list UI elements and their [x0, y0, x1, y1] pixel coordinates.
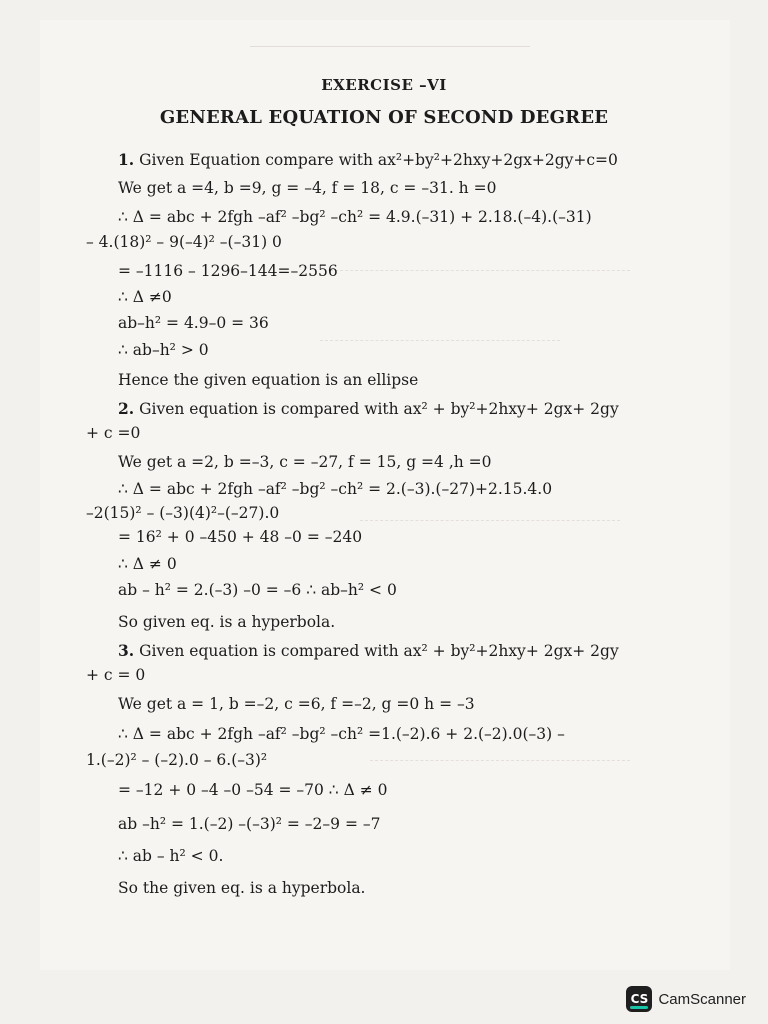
exercise-heading: EXERCISE –VI	[321, 76, 447, 94]
problem-2-line-5: –2(15)² – (–3)(4)²–(–27).0	[86, 504, 280, 522]
bleed-through-mark	[320, 340, 560, 342]
bleed-through-mark	[330, 270, 630, 272]
problem-1-line-1: 1. Given Equation compare with ax²+by²+2hxy+2gx+2gy+c=0	[118, 150, 618, 169]
camscanner-logo-icon: CS	[626, 986, 652, 1012]
bleed-through-mark	[360, 520, 620, 522]
problem-2-line-6: = 16² + 0 –450 + 48 –0 = –240	[118, 528, 363, 546]
problem-3-line-8: ∴ ab – h² < 0.	[118, 847, 224, 865]
problem-2-line-2: + c =0	[86, 424, 141, 442]
problem-3-line-3: We get a = 1, b =–2, c =6, f =–2, g =0 h = –3	[118, 695, 475, 713]
page-title: GENERAL EQUATION OF SECOND DEGREE	[159, 107, 609, 128]
problem-2-line-8: ab – h² = 2.(–3) –0 = –6 ∴ ab–h² < 0	[118, 581, 397, 599]
problem-2-line-3: We get a =2, b =–3, c = –27, f = 15, g =4 ,h =0	[118, 453, 492, 471]
problem-3-line-4: ∴ Δ = abc + 2fgh –af² –bg² –ch² =1.(–2).6 + 2.(–2).0(–3) –	[118, 725, 565, 743]
problem-3-line-2: + c = 0	[86, 666, 146, 684]
problem-1-line-9: Hence the given equation is an ellipse	[118, 371, 419, 389]
problem-3-line-5: 1.(–2)² – (–2).0 – 6.(–3)²	[86, 751, 268, 769]
problem-2-line-1: 2. Given equation is compared with ax² + by²+2hxy+ 2gx+ 2gy	[118, 399, 619, 418]
bleed-through-mark	[250, 46, 530, 57]
camscanner-brand-text: CamScanner	[658, 990, 746, 1008]
problem-1-line-5: = –1116 – 1296–144=–2556	[118, 262, 338, 280]
bleed-through-mark	[370, 760, 630, 762]
problem-number: 3.	[118, 641, 135, 660]
problem-3-line-7: ab –h² = 1.(–2) –(–3)² = –2–9 = –7	[118, 815, 381, 833]
problem-1-line-7: ab–h² = 4.9–0 = 36	[118, 314, 269, 332]
camscanner-watermark	[626, 986, 746, 1012]
problem-2-line-4: ∴ Δ = abc + 2fgh –af² –bg² –ch² = 2.(–3).(–27)+2.15.4.0	[118, 480, 553, 498]
problem-3-line-6: = –12 + 0 –4 –0 –54 = –70 ∴ Δ ≠ 0	[118, 781, 388, 799]
problem-2-line-9: So given eq. is a hyperbola.	[118, 613, 336, 631]
problem-1-line-2: We get a =4, b =9, g = –4, f = 18, c = –31. h =0	[118, 179, 497, 197]
problem-1-line-4: – 4.(18)² – 9(–4)² –(–31) 0	[86, 233, 282, 251]
problem-2-line-7: ∴ Δ ≠ 0	[118, 555, 177, 573]
problem-number: 1.	[118, 150, 135, 169]
problem-1-line-6: ∴ Δ ≠0	[118, 288, 172, 306]
problem-1-line-8: ∴ ab–h² > 0	[118, 341, 209, 359]
problem-number: 2.	[118, 399, 135, 418]
problem-1-line-3: ∴ Δ = abc + 2fgh –af² –bg² –ch² = 4.9.(–31) + 2.18.(–4).(–31)	[118, 208, 592, 226]
problem-3-line-1: 3. Given equation is compared with ax² + by²+2hxy+ 2gx+ 2gy	[118, 641, 619, 660]
problem-3-line-9: So the given eq. is a hyperbola.	[118, 879, 366, 897]
